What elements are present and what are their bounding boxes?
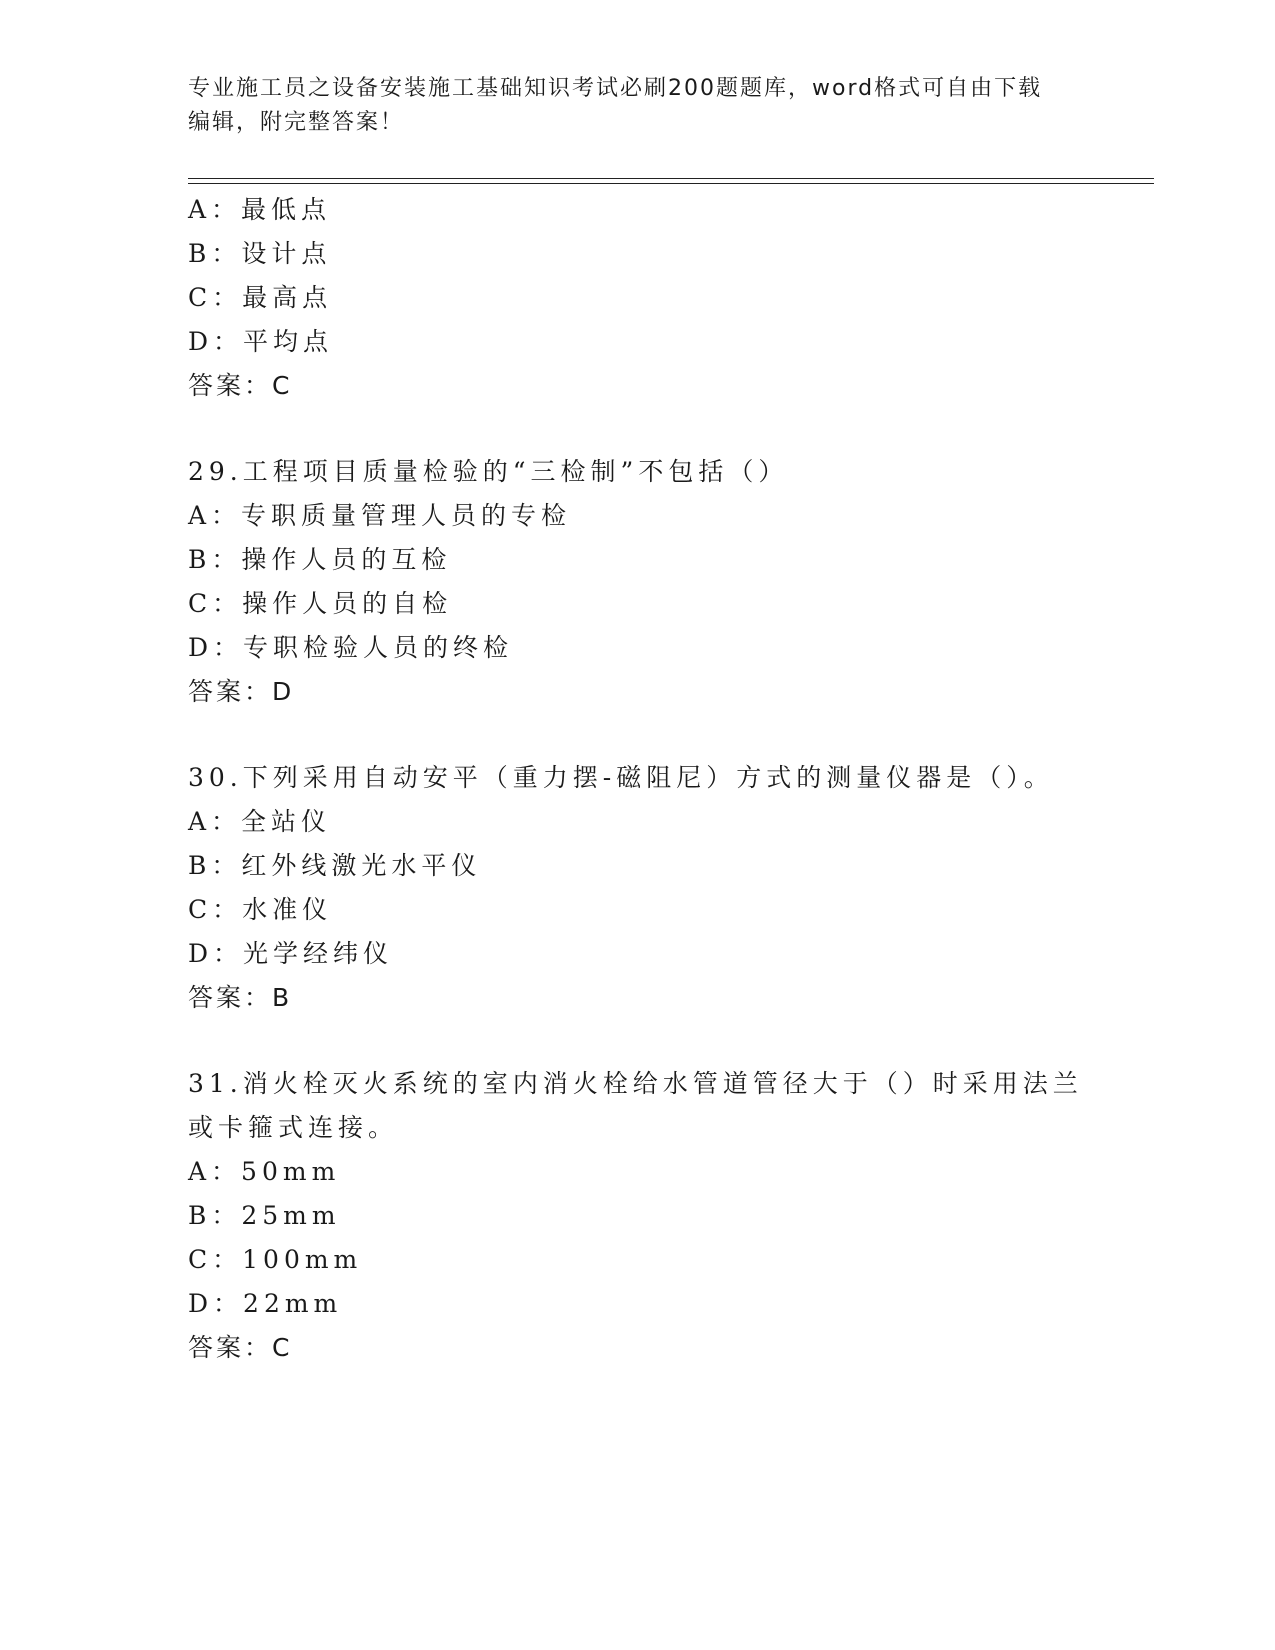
q31-stem-line-2: 或卡箍式连接。	[188, 1113, 399, 1142]
q31-option-a: A：50mm	[188, 1157, 341, 1186]
q30-option-a: A：全站仪	[188, 807, 332, 836]
q29-option-c: C：操作人员的自检	[188, 589, 453, 618]
q30-answer: 答案：B	[188, 983, 293, 1012]
q29-stem: 29.工程项目质量检验的“三检制”不包括（）	[188, 457, 789, 486]
prev-option-c: C：最高点	[188, 283, 333, 312]
prev-option-d: D：平均点	[188, 327, 334, 356]
q30-option-c: C：水准仪	[188, 895, 333, 924]
q31-option-c: C：100mm	[188, 1245, 363, 1274]
header-title-line-1: 专业施工员之设备安装施工基础知识考试必刷200题题库，word格式可自由下载	[188, 76, 1043, 101]
q29-answer: 答案：D	[188, 677, 295, 706]
prev-option-a: A：最低点	[188, 195, 332, 224]
q31-answer: 答案：C	[188, 1333, 293, 1362]
q30-option-b: B：红外线激光水平仪	[188, 851, 482, 880]
header-divider-top	[188, 178, 1154, 179]
q31-option-b: B：25mm	[188, 1201, 341, 1230]
header-divider-bottom	[188, 183, 1154, 184]
prev-option-b: B：设计点	[188, 239, 332, 268]
prev-answer: 答案：C	[188, 371, 293, 400]
q29-option-b: B：操作人员的互检	[188, 545, 452, 574]
q29-option-d: D：专职检验人员的终检	[188, 633, 514, 662]
q29-option-a: A：专职质量管理人员的专检	[188, 501, 572, 530]
q30-option-d: D：光学经纬仪	[188, 939, 394, 968]
document-header	[188, 72, 1088, 140]
q31-option-d: D：22mm	[188, 1289, 343, 1318]
header-title-line-2: 编辑，附完整答案！	[188, 110, 405, 135]
q30-stem: 30.下列采用自动安平（重力摆-磁阻尼）方式的测量仪器是（）。	[188, 763, 1054, 792]
q31-stem-line-1: 31.消火栓灭火系统的室内消火栓给水管道管径大于（）时采用法兰	[188, 1069, 1083, 1098]
